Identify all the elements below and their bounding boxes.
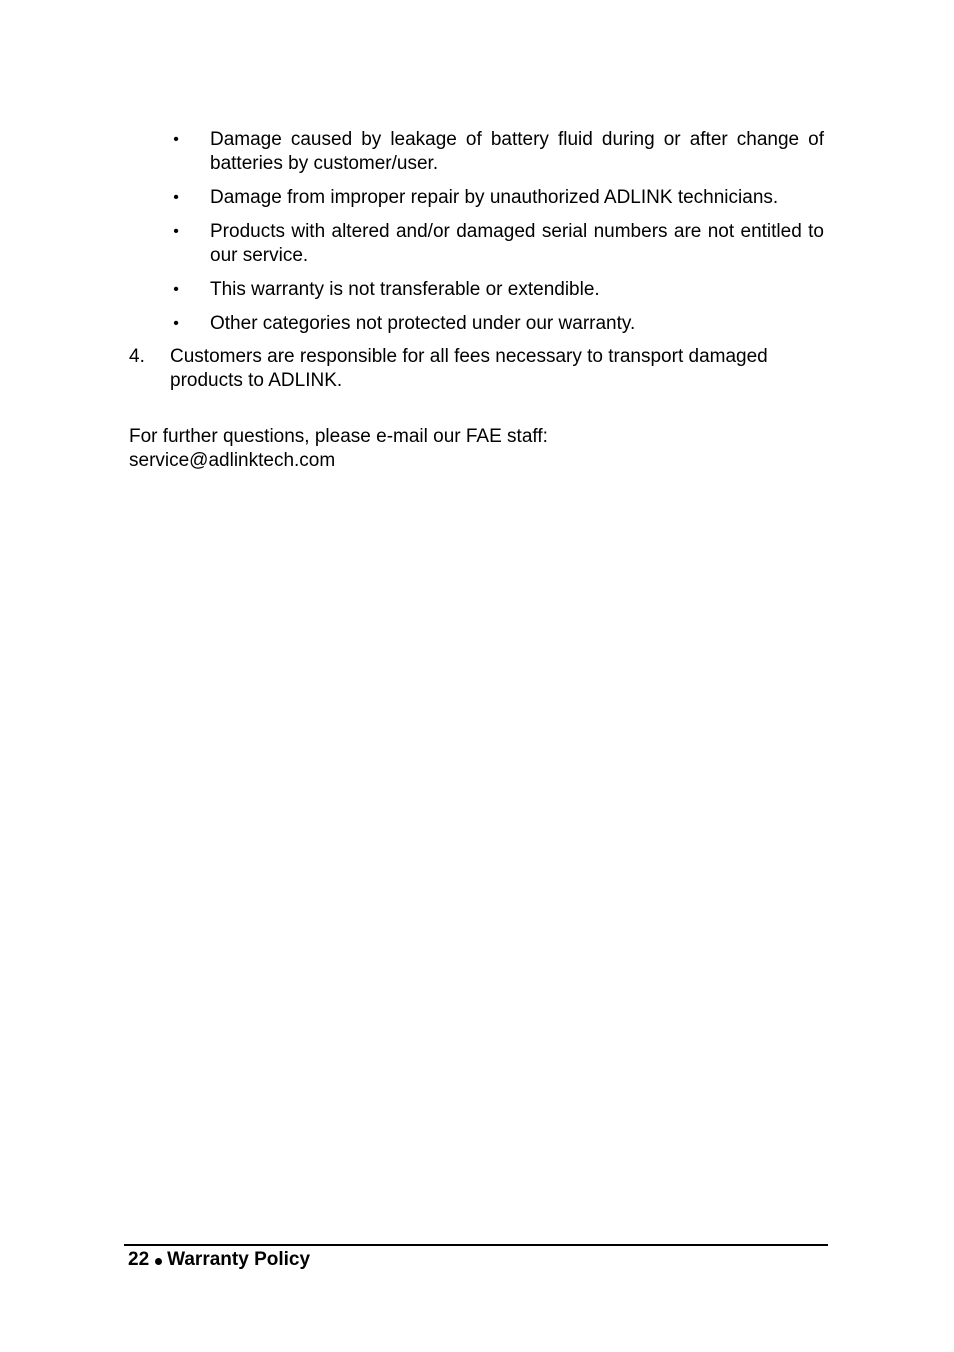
bullet-icon: • <box>173 315 179 332</box>
bullet-icon: • <box>173 131 179 148</box>
bullet-separator-icon <box>155 1258 162 1265</box>
bullet-icon: • <box>173 223 179 240</box>
bullet-text: Damage from improper repair by unauthorized ADLINK technicians. <box>210 187 779 208</box>
list-item <box>170 312 824 336</box>
item-text: Customers are responsible for all fees necessary to transport damaged products to ADLINK. <box>170 346 768 391</box>
list-item <box>170 220 824 268</box>
contact-instructions: For further questions, please e-mail our FAE staff: <box>129 426 548 447</box>
page-number: 22 <box>128 1249 150 1270</box>
list-item <box>170 186 824 210</box>
bullet-text: Products with altered and/or damaged serial numbers are not entitled to our service. <box>210 221 824 266</box>
exclusions-list <box>170 128 824 346</box>
list-item <box>170 278 824 302</box>
contact-block <box>129 425 829 473</box>
bullet-icon: • <box>173 281 179 298</box>
bullet-text: Damage caused by leakage of battery fluid during or after change of batteries by customer/user. <box>210 129 824 174</box>
section-title: Warranty Policy <box>167 1249 311 1270</box>
bullet-text: Other categories not protected under our warranty. <box>210 313 636 334</box>
page-footer <box>128 1248 310 1272</box>
contact-email: service@adlinktech.com <box>129 450 336 471</box>
bullet-icon: • <box>173 189 179 206</box>
bullet-text: This warranty is not transferable or extendible. <box>210 279 600 300</box>
numbered-item-4 <box>129 345 819 393</box>
footer-divider <box>124 1244 828 1246</box>
list-item <box>170 128 824 176</box>
item-number: 4. <box>129 346 145 367</box>
